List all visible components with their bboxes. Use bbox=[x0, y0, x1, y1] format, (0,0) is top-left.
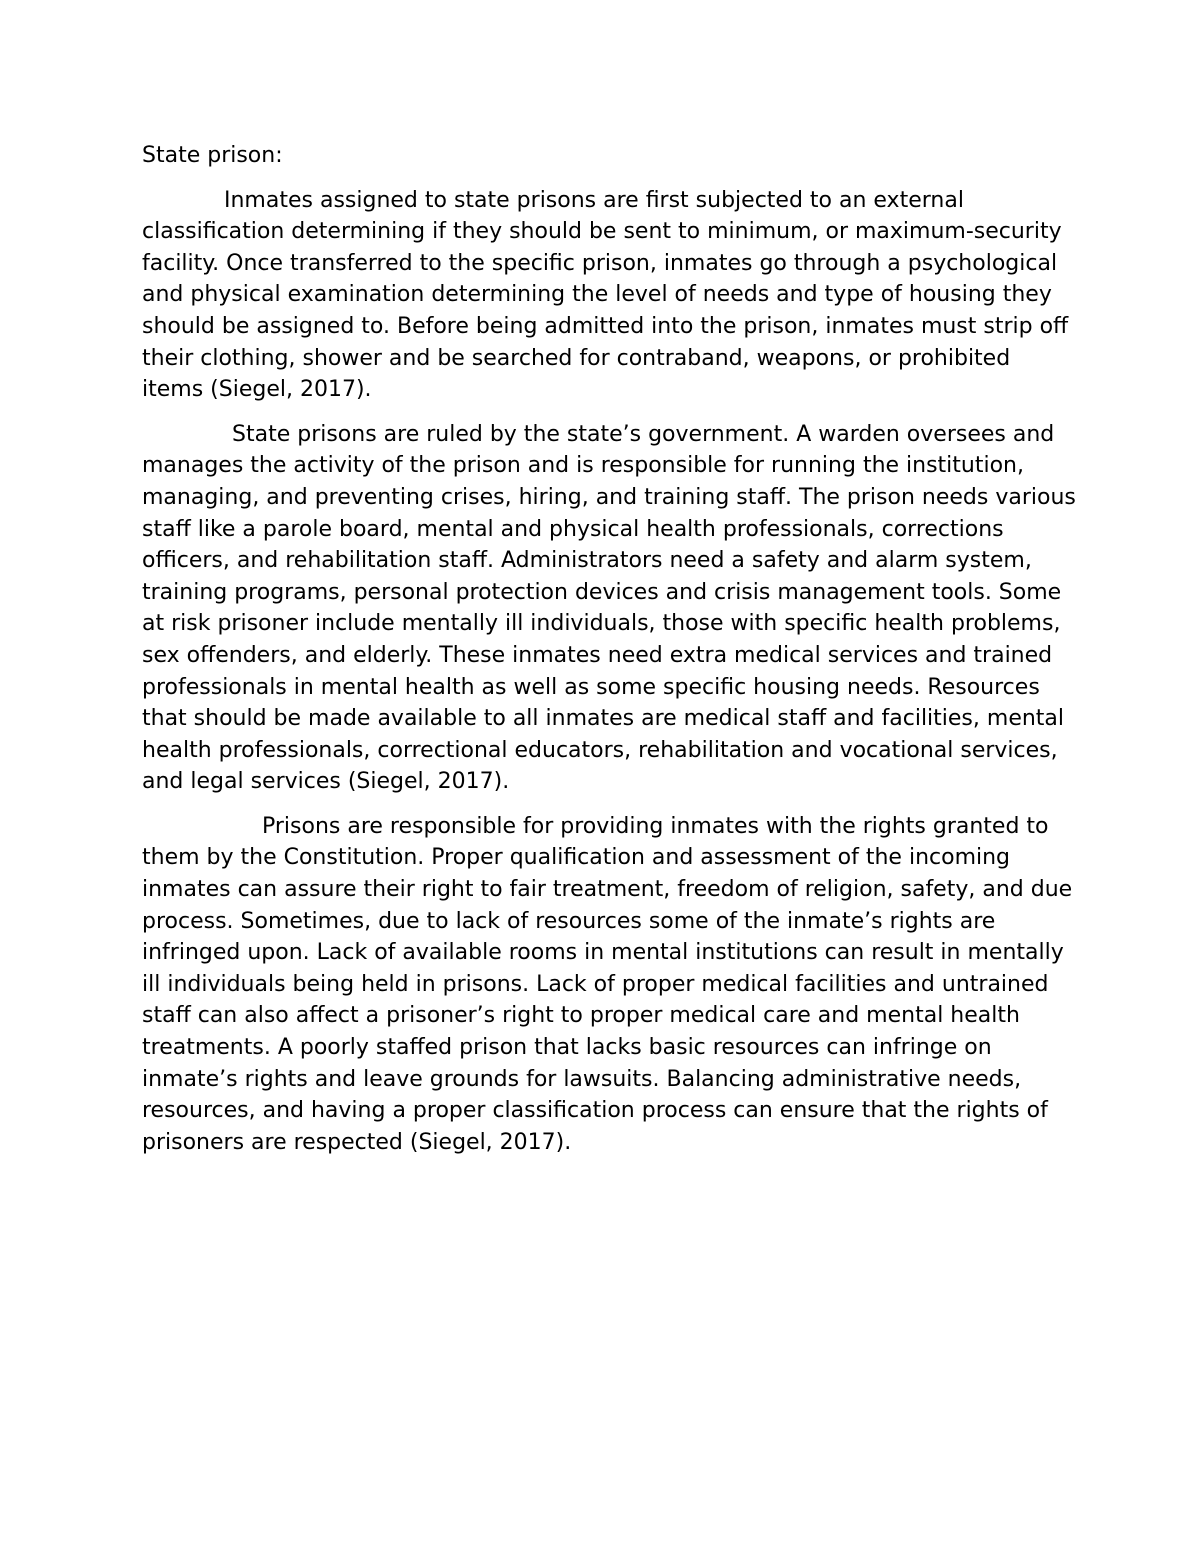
paragraph-administration-staff: State prisons are ruled by the state’s government. A warden oversees and manages the activity of the prison and is responsible for running the institution, managing, and preventing crises, hiring, and training staff. The prison needs various staff like a parole board, mental and physical health professionals, corrections officers, and rehabilitation staff. Administrators need a safety and alarm system, training programs, personal protection devices and crisis management tools. Some at risk prisoner include mentally ill individuals, those with specific health problems, sex offenders, and elderly. These inmates need extra medical services and trained professionals in mental health as well as some specific housing needs. Resources that should be made available to all inmates are medical staff and facilities, mental health professionals, correctional educators, rehabilitation and vocational services, and legal services (Siegel, 2017). bbox=[142, 421, 1076, 795]
paragraph-intake-classification: Inmates assigned to state prisons are first subjected to an external classification determining if they should be sent to minimum, or maximum-security facility. Once transferred to the specific prison, inmates go through a psychological and physical examination determining the level of needs and type of housing they should be assigned to. Before being admitted into the prison, inmates must strip off their clothing, shower and be searched for contraband, weapons, or prohibited items (Siegel, 2017). bbox=[142, 187, 1069, 403]
paragraph-inmate-rights: Prisons are responsible for providing inmates with the rights granted to them by the Constitution. Proper qualification and assessment of the incoming inmates can assure their right to fair treatment, freedom of religion, safety, and due process. Sometimes, due to lack of resources some of the inmate’s rights are infringed upon. Lack of available rooms in mental institutions can result in mentally ill individuals being held in prisons. Lack of proper medical facilities and untrained staff can also affect a prisoner’s right to proper medical care and mental health treatments. A poorly staffed prison that lacks basic resources can infringe on inmate’s rights and leave grounds for lawsuits. Balancing administrative needs, resources, and having a proper classification process can ensure that the rights of prisoners are respected (Siegel, 2017). bbox=[142, 813, 1073, 1155]
document-body bbox=[142, 140, 1077, 1171]
section-heading: State prison: bbox=[142, 143, 283, 168]
